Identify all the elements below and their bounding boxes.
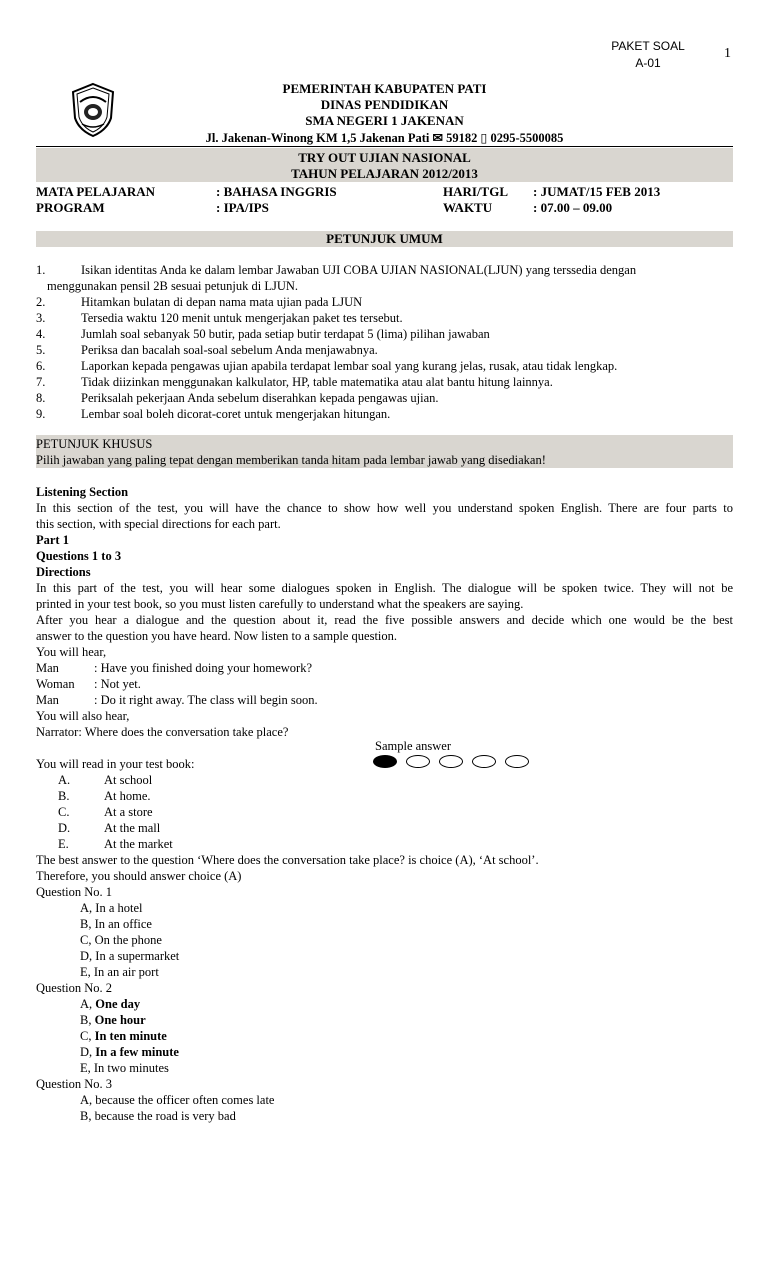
- question-option: D, In a few minute: [80, 1045, 179, 1059]
- question-option: E, In an air port: [80, 965, 159, 979]
- sample-option: C. At a store: [58, 805, 153, 819]
- listening-intro-line: this section, with special directions for each part.: [36, 517, 281, 531]
- narrator-line: Narrator: Where does the conversation take place?: [36, 725, 289, 739]
- subject-value: : BAHASA INGGRIS: [216, 184, 337, 199]
- answer-bubble-filled-icon: [373, 755, 397, 768]
- paket-soal-box: [604, 38, 692, 72]
- program-value: : IPA/IPS: [216, 200, 269, 215]
- dialogue-line: Woman : Not yet.: [36, 677, 141, 691]
- dialogue-line: Man : Do it right away. The class will begin soon.: [36, 693, 318, 707]
- program-label: PROGRAM: [36, 200, 105, 215]
- listening-intro-line: In this section of the test, you will have the chance to show how well you understand spoken English. There are four parts to: [36, 501, 733, 515]
- question-option: A, One day: [80, 997, 141, 1011]
- instruction-item: 7. Tidak diizinkan menggunakan kalkulator, HP, table matematika atau alat bantu hitung lainnya.: [36, 375, 553, 389]
- date-label: HARI/TGL: [443, 184, 509, 199]
- directions-line: After you hear a dialogue and the question about it, read the five possible answers and decide which one would be the best: [36, 613, 733, 627]
- question-title: Question No. 1: [36, 885, 113, 899]
- instruction-item: 5. Periksa dan bacalah soal-soal sebelum Anda menjawabnya.: [36, 343, 378, 357]
- sample-answer-bubbles: [373, 755, 529, 769]
- question-option: E, In two minutes: [80, 1061, 169, 1075]
- special-instructions-title: PETUNJUK KHUSUS: [36, 437, 153, 451]
- header-address: Jl. Jakenan-Winong KM 1,5 Jakenan Pati ✉ 59182 ▯ 0295-5500085: [205, 131, 564, 145]
- page-number: 1: [724, 46, 731, 61]
- header-government: PEMERINTAH KABUPATEN PATI: [282, 81, 487, 96]
- answer-bubble-icon: [472, 755, 496, 768]
- question-option: A, because the officer often comes late: [80, 1093, 275, 1107]
- paket-soal-label: PAKET SOAL: [611, 39, 685, 53]
- instruction-item: 4. Jumlah soal sebanyak 50 butir, pada setiap butir terdapat 5 (lima) pilihan jawaban: [36, 327, 490, 341]
- instruction-item: 2. Hitamkan bulatan di depan nama mata ujian pada LJUN: [36, 295, 363, 309]
- directions-line: answer to the question you have heard. Now listen to a sample question.: [36, 629, 398, 643]
- time-label: WAKTU: [443, 200, 493, 215]
- question-option: B, In an office: [80, 917, 152, 931]
- time-value: : 07.00 – 09.00: [533, 200, 613, 215]
- instruction-item: 9. Lembar soal boleh dicorat-coret untuk mengerjakan hitungan.: [36, 407, 391, 421]
- listening-heading: Listening Section: [36, 485, 129, 499]
- question-option: B, One hour: [80, 1013, 146, 1027]
- instruction-item: 3. Tersedia waktu 120 menit untuk mengerjakan paket tes tersebut.: [36, 311, 403, 325]
- answer-bubble-icon: [505, 755, 529, 768]
- sample-answer-label: Sample answer: [375, 739, 452, 753]
- you-will-also-hear: You will also hear,: [36, 709, 130, 723]
- general-instructions-title: PETUNJUK UMUM: [326, 231, 443, 246]
- directions-heading: Directions: [36, 565, 91, 579]
- sample-option: A. At school: [58, 773, 153, 787]
- instruction-item: 8. Periksalah pekerjaan Anda sebelum diserahkan kepada pengawas ujian.: [36, 391, 439, 405]
- sample-option: D. At the mall: [58, 821, 161, 835]
- answer-bubble-icon: [439, 755, 463, 768]
- you-will-read: You will read in your test book:: [36, 757, 195, 771]
- paket-soal-code: A-01: [635, 56, 661, 70]
- answer-bubble-icon: [406, 755, 430, 768]
- listening-section: [36, 484, 733, 1124]
- exam-year: TAHUN PELAJARAN 2012/2013: [291, 166, 478, 181]
- special-instructions-text: Pilih jawaban yang paling tepat dengan memberikan tanda hitam pada lembar jawab yang disediakan!: [36, 453, 546, 467]
- dialogue-line: Man : Have you finished doing your homework?: [36, 661, 313, 675]
- questions-range: Questions 1 to 3: [36, 549, 122, 563]
- question-option: A, In a hotel: [80, 901, 143, 915]
- question-option: B, because the road is very bad: [80, 1109, 236, 1123]
- special-instructions: [36, 436, 733, 468]
- best-answer-line: The best answer to the question ‘Where does the conversation take place? is choice (A), ‘At school’.: [36, 853, 539, 867]
- part-heading: Part 1: [36, 533, 69, 547]
- general-instructions-list: [36, 262, 733, 422]
- subject-label: MATA PELAJARAN: [36, 184, 156, 199]
- sample-option: E. At the market: [58, 837, 173, 851]
- instruction-item: 1. Isikan identitas Anda ke dalam lembar Jawaban UJI COBA UJIAN NASIONAL(LJUN) yang terssedia dengan menggunakan pensil 2B sesuai petunjuk di LJUN.: [36, 263, 637, 293]
- question-option: D, In a supermarket: [80, 949, 180, 963]
- you-will-hear: You will hear,: [36, 645, 107, 659]
- header-department: DINAS PENDIDIKAN: [320, 97, 449, 112]
- question-title: Question No. 3: [36, 1077, 113, 1091]
- question-option: C, On the phone: [80, 933, 162, 947]
- directions-line: In this part of the test, you will hear some dialogues spoken in English. The dialogue will be spoken twice. They will not be: [36, 581, 733, 595]
- exam-title: TRY OUT UJIAN NASIONAL: [298, 150, 471, 165]
- instruction-item: 6. Laporkan kepada pengawas ujian apabila terdapat lembar soal yang kurang jelas, rusak, atau tidak lengkap.: [36, 359, 618, 373]
- directions-line: printed in your test book, so you must listen carefully to understand what the speakers are saying.: [36, 597, 524, 611]
- header-divider: [36, 146, 733, 147]
- question-option: C, In ten minute: [80, 1029, 167, 1043]
- date-value: : JUMAT/15 FEB 2013: [533, 184, 661, 199]
- header-school: SMA NEGERI 1 JAKENAN: [305, 113, 464, 128]
- question-title: Question No. 2: [36, 981, 113, 995]
- sample-option: B. At home.: [58, 789, 151, 803]
- therefore-line: Therefore, you should answer choice (A): [36, 869, 242, 883]
